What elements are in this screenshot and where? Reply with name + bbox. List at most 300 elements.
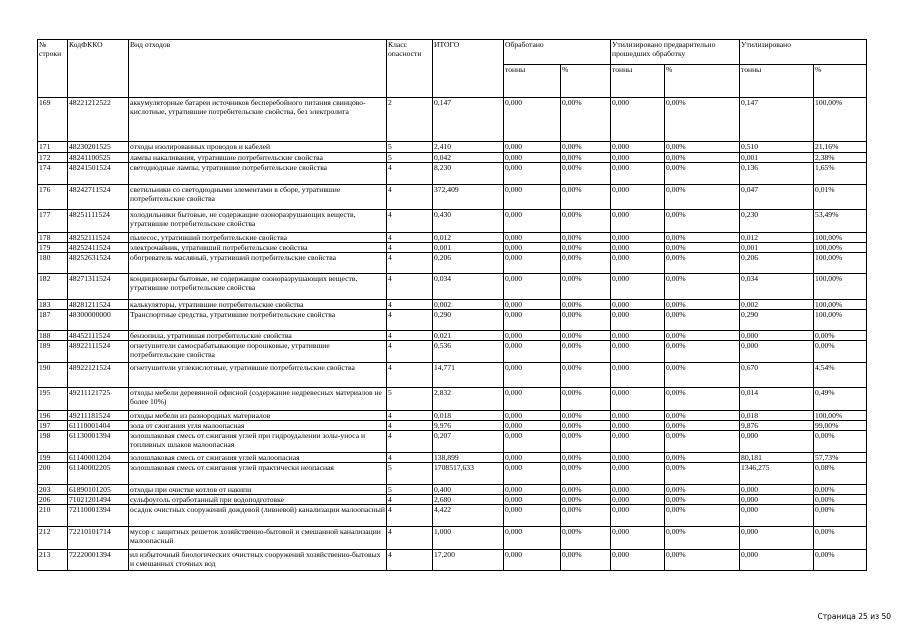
cell-utilized-pct: 0,00% [814,505,867,527]
cell-hazard-class: 5 [387,388,433,411]
cell-row-number: 210 [38,505,68,527]
cell-hazard-class: 5 [387,485,433,495]
table-row [38,453,867,463]
cell-row-number: 176 [38,185,68,210]
cell-total: 0,042 [433,153,504,163]
cell-utilized-pre-tons: 0,000 [611,421,665,431]
cell-processed-tons: 0,000 [504,363,561,388]
cell-waste-kind: осадок очистных сооружений дождевой (ливневой) канализации малоопасный [129,505,387,527]
cell-total: 9,976 [433,421,504,431]
cell-utilized-pre-tons: 0,000 [611,163,665,185]
cell-total: 138,899 [433,453,504,463]
cell-utilized-pre-tons: 0,000 [611,550,665,571]
cell-fkko-code: 72210101714 [68,527,129,550]
cell-utilized-pre-tons: 0,000 [611,388,665,411]
cell-utilized-pre-pct: 0,00% [665,142,740,153]
cell-utilized-pre-tons: 0,000 [611,453,665,463]
cell-processed-pct: 0,00% [561,153,611,163]
cell-utilized-pct: 100,00% [814,233,867,243]
table-row [38,274,867,300]
table-row [38,411,867,421]
cell-hazard-class: 4 [387,363,433,388]
cell-utilized-pre-tons: 0,000 [611,495,665,505]
cell-utilized-tons: 0,018 [740,411,814,421]
cell-total: 0,400 [433,485,504,495]
table-row [38,431,867,453]
cell-row-number: 199 [38,453,68,463]
cell-fkko-code: 61110001404 [68,421,129,431]
cell-fkko-code: 61130001394 [68,431,129,453]
table-row [38,253,867,274]
cell-utilized-pre-pct: 0,00% [665,300,740,310]
cell-utilized-pct: 0,49% [814,388,867,411]
cell-fkko-code: 48252111524 [68,233,129,243]
table-row [38,341,867,363]
cell-fkko-code: 48241501524 [68,163,129,185]
table-row [38,550,867,571]
cell-utilized-pre-pct: 0,00% [665,505,740,527]
table-row [38,421,867,431]
cell-utilized-pct: 100,00% [814,253,867,274]
cell-processed-tons: 0,000 [504,243,561,253]
cell-processed-tons: 0,000 [504,300,561,310]
cell-waste-kind: золошлаковая смесь от сжигания углей практически неопасная [129,463,387,485]
cell-total: 0,018 [433,411,504,421]
cell-processed-pct: 0,00% [561,485,611,495]
cell-total: 0,206 [433,253,504,274]
cell-fkko-code: 48230201525 [68,142,129,153]
table-row [38,505,867,527]
cell-total: 2,680 [433,495,504,505]
cell-processed-tons: 0,000 [504,505,561,527]
cell-utilized-pre-pct: 0,00% [665,527,740,550]
cell-utilized-pre-tons: 0,000 [611,431,665,453]
cell-hazard-class: 4 [387,300,433,310]
cell-utilized-pre-pct: 0,00% [665,310,740,331]
cell-utilized-tons: 0,000 [740,505,814,527]
cell-processed-tons: 0,000 [504,98,561,142]
cell-processed-pct: 0,00% [561,421,611,431]
cell-processed-tons: 0,000 [504,233,561,243]
cell-total: 1708517,633 [433,463,504,485]
cell-row-number: 200 [38,463,68,485]
cell-utilized-tons: 0,000 [740,527,814,550]
cell-utilized-pct: 0,00% [814,331,867,341]
cell-fkko-code: 61140002205 [68,463,129,485]
cell-row-number: 198 [38,431,68,453]
cell-utilized-pct: 53,49% [814,210,867,233]
cell-fkko-code: 48241100525 [68,153,129,163]
cell-processed-pct: 0,00% [561,527,611,550]
cell-utilized-pct: 100,00% [814,310,867,331]
cell-processed-pct: 0,00% [561,388,611,411]
header-processed-tons: тонны [504,65,561,98]
cell-hazard-class: 4 [387,411,433,421]
cell-utilized-pre-pct: 0,00% [665,331,740,341]
cell-utilized-pre-tons: 0,000 [611,243,665,253]
cell-utilized-tons: 0,000 [740,341,814,363]
table-row [38,485,867,495]
table-row [38,153,867,163]
cell-utilized-tons: 9,876 [740,421,814,431]
cell-fkko-code: 48252631524 [68,253,129,274]
cell-processed-pct: 0,00% [561,253,611,274]
table-row [38,210,867,233]
cell-utilized-pre-tons: 0,000 [611,153,665,163]
cell-utilized-pre-tons: 0,000 [611,341,665,363]
cell-waste-kind: бензопила, утратившая потребительские свойства [129,331,387,341]
header-waste-kind: Вид отходов [129,40,387,98]
cell-processed-tons: 0,000 [504,163,561,185]
cell-processed-tons: 0,000 [504,185,561,210]
cell-utilized-pre-tons: 0,000 [611,485,665,495]
cell-total: 0,430 [433,210,504,233]
cell-utilized-tons: 0,510 [740,142,814,153]
cell-waste-kind: лампы накаливания, утратившие потребительские свойства [129,153,387,163]
table-row [38,463,867,485]
cell-utilized-pre-pct: 0,00% [665,421,740,431]
cell-processed-tons: 0,000 [504,210,561,233]
cell-processed-tons: 0,000 [504,421,561,431]
cell-waste-kind: мусор с защитных решеток хозяйственно-бытовой и смешанной канализации малоопасный [129,527,387,550]
cell-processed-tons: 0,000 [504,331,561,341]
table-row [38,98,867,142]
cell-waste-kind: пылесос, утративший потребительские свойства [129,233,387,243]
header-total: ИТОГО [433,40,504,98]
cell-utilized-pct: 0,01% [814,185,867,210]
cell-utilized-pre-pct: 0,00% [665,153,740,163]
cell-processed-pct: 0,00% [561,431,611,453]
cell-utilized-pct: 0,00% [814,550,867,571]
cell-row-number: 178 [38,233,68,243]
cell-processed-pct: 0,00% [561,185,611,210]
cell-processed-pct: 0,00% [561,210,611,233]
cell-utilized-pre-tons: 0,000 [611,210,665,233]
table-row [38,185,867,210]
cell-processed-tons: 0,000 [504,274,561,300]
header-row-number: № строки [38,40,68,98]
cell-hazard-class: 4 [387,453,433,463]
cell-hazard-class: 4 [387,495,433,505]
cell-hazard-class: 4 [387,505,433,527]
cell-row-number: 172 [38,153,68,163]
cell-utilized-pre-pct: 0,00% [665,253,740,274]
cell-hazard-class: 5 [387,463,433,485]
cell-utilized-pct: 4,54% [814,363,867,388]
cell-fkko-code: 48452111524 [68,331,129,341]
cell-utilized-tons: 0,000 [740,431,814,453]
cell-utilized-pre-pct: 0,00% [665,243,740,253]
cell-utilized-pre-tons: 0,000 [611,363,665,388]
cell-hazard-class: 4 [387,274,433,300]
cell-hazard-class: 4 [387,341,433,363]
cell-fkko-code: 48922121524 [68,363,129,388]
cell-processed-tons: 0,000 [504,310,561,331]
table-row [38,331,867,341]
cell-row-number: 171 [38,142,68,153]
cell-row-number: 182 [38,274,68,300]
table-row [38,495,867,505]
header-hazard-class: Класс опасности [387,40,433,98]
cell-utilized-pre-pct: 0,00% [665,411,740,421]
cell-total: 0,012 [433,233,504,243]
cell-total: 0,034 [433,274,504,300]
cell-utilized-pre-pct: 0,00% [665,495,740,505]
cell-waste-kind: холодильники бытовые, не содержащие озоноразрушающих веществ, утратившие потребительские свойства [129,210,387,233]
cell-hazard-class: 4 [387,421,433,431]
cell-utilized-pre-tons: 0,000 [611,411,665,421]
cell-fkko-code: 61890101205 [68,485,129,495]
header-utilized: Утилизировано [740,40,867,65]
cell-waste-kind: светодиодные лампы, утратившие потребительские свойства [129,163,387,185]
cell-waste-kind: отходы мебели деревянной офисной (содержание недревесных материалов не более 10%) [129,388,387,411]
cell-fkko-code: 48300000000 [68,310,129,331]
cell-utilized-pre-tons: 0,000 [611,505,665,527]
cell-fkko-code: 48221212522 [68,98,129,142]
cell-utilized-pct: 100,00% [814,411,867,421]
cell-hazard-class: 4 [387,431,433,453]
cell-fkko-code: 48922111524 [68,341,129,363]
table-row [38,388,867,411]
cell-processed-pct: 0,00% [561,274,611,300]
cell-processed-pct: 0,00% [561,300,611,310]
cell-row-number: 212 [38,527,68,550]
cell-row-number: 213 [38,550,68,571]
cell-waste-kind: аккумуляторные батареи источников бесперебойного питания свинцово-кислотные, утратившие потребительские свойства, без электролита [129,98,387,142]
cell-utilized-pre-pct: 0,00% [665,463,740,485]
cell-utilized-tons: 0,014 [740,388,814,411]
cell-hazard-class: 4 [387,185,433,210]
cell-utilized-pre-tons: 0,000 [611,142,665,153]
cell-utilized-tons: 0,002 [740,300,814,310]
cell-utilized-pre-pct: 0,00% [665,210,740,233]
cell-utilized-tons: 0,012 [740,233,814,243]
cell-fkko-code: 48271311524 [68,274,129,300]
cell-processed-pct: 0,00% [561,463,611,485]
cell-row-number: 189 [38,341,68,363]
cell-processed-pct: 0,00% [561,142,611,153]
cell-processed-pct: 0,00% [561,550,611,571]
cell-processed-tons: 0,000 [504,388,561,411]
page-number: Страница 25 из 50 [817,612,891,621]
cell-hazard-class: 2 [387,98,433,142]
cell-utilized-pre-pct: 0,00% [665,98,740,142]
cell-utilized-pre-tons: 0,000 [611,274,665,300]
cell-utilized-tons: 0,034 [740,274,814,300]
cell-waste-kind: отходы изолированных проводов и кабелей [129,142,387,153]
cell-utilized-pre-pct: 0,00% [665,388,740,411]
cell-waste-kind: золошлаковая смесь от сжигания углей малоопасная [129,453,387,463]
cell-waste-kind: кондиционеры бытовые, не содержащие озоноразрушающих веществ, утратившие потребительские свойства [129,274,387,300]
cell-processed-tons: 0,000 [504,453,561,463]
cell-total: 372,409 [433,185,504,210]
cell-waste-kind: зола от сжигания угля малоопасная [129,421,387,431]
cell-utilized-pre-tons: 0,000 [611,331,665,341]
cell-utilized-tons: 0,000 [740,495,814,505]
cell-waste-kind: светильники со светодиодными элементами в сборе, утратившие потребительские свойства [129,185,387,210]
cell-total: 0,207 [433,431,504,453]
cell-hazard-class: 4 [387,163,433,185]
cell-utilized-pre-pct: 0,00% [665,431,740,453]
cell-hazard-class: 5 [387,153,433,163]
cell-row-number: 183 [38,300,68,310]
cell-total: 2,832 [433,388,504,411]
header-utilized-pct: % [814,65,867,98]
cell-row-number: 197 [38,421,68,431]
cell-total: 0,002 [433,300,504,310]
cell-processed-pct: 0,00% [561,363,611,388]
header-utilized-tons: тонны [740,65,814,98]
cell-hazard-class: 4 [387,550,433,571]
cell-processed-pct: 0,00% [561,98,611,142]
cell-utilized-pct: 0,00% [814,431,867,453]
header-processed-pct: % [561,65,611,98]
cell-utilized-pct: 100,00% [814,274,867,300]
cell-utilized-pct: 57,73% [814,453,867,463]
cell-hazard-class: 5 [387,142,433,153]
cell-total: 0,001 [433,243,504,253]
cell-utilized-tons: 0,001 [740,153,814,163]
cell-fkko-code: 49211181524 [68,411,129,421]
cell-utilized-pre-pct: 0,00% [665,485,740,495]
cell-total: 2,410 [433,142,504,153]
cell-processed-tons: 0,000 [504,527,561,550]
cell-fkko-code: 49211121725 [68,388,129,411]
cell-total: 0,290 [433,310,504,331]
cell-waste-kind: электрочайник, утративший потребительские свойства [129,243,387,253]
cell-fkko-code: 48252411524 [68,243,129,253]
cell-row-number: 177 [38,210,68,233]
cell-utilized-tons: 0,000 [740,485,814,495]
cell-total: 1,000 [433,527,504,550]
cell-utilized-pct: 100,00% [814,300,867,310]
cell-waste-kind: калькуляторы, утратившие потребительские свойства [129,300,387,310]
cell-hazard-class: 4 [387,527,433,550]
header-utilized-pre-pct: % [665,65,740,98]
cell-utilized-pre-tons: 0,000 [611,253,665,274]
cell-waste-kind: золошлаковая смесь от сжигания углей при гидроудалении золы-уноса и топливных шлаков малоопасная [129,431,387,453]
cell-utilized-pre-pct: 0,00% [665,163,740,185]
cell-fkko-code: 72220001394 [68,550,129,571]
cell-processed-tons: 0,000 [504,142,561,153]
cell-processed-tons: 0,000 [504,431,561,453]
cell-utilized-pre-tons: 0,000 [611,233,665,243]
cell-fkko-code: 48251111524 [68,210,129,233]
cell-total: 8,230 [433,163,504,185]
cell-utilized-pct: 1,65% [814,163,867,185]
cell-utilized-tons: 0,000 [740,331,814,341]
table-body [38,98,867,571]
cell-processed-pct: 0,00% [561,331,611,341]
header-utilized-pre: Утилизировано предварительно прошедших обработку [611,40,740,65]
cell-utilized-pre-tons: 0,000 [611,185,665,210]
cell-processed-pct: 0,00% [561,310,611,331]
cell-total: 14,771 [433,363,504,388]
cell-processed-pct: 0,00% [561,233,611,243]
header-processed: Обработано [504,40,611,65]
cell-utilized-tons: 0,047 [740,185,814,210]
cell-utilized-pre-pct: 0,00% [665,274,740,300]
table-row [38,243,867,253]
cell-fkko-code: 48242711524 [68,185,129,210]
cell-hazard-class: 4 [387,233,433,243]
cell-row-number: 188 [38,331,68,341]
cell-waste-kind: ил избыточный биологических очистных сооружений хозяйственно-бытовых и смешанных сточных вод [129,550,387,571]
cell-row-number: 196 [38,411,68,421]
cell-utilized-pct: 0,00% [814,485,867,495]
cell-hazard-class: 4 [387,310,433,331]
cell-row-number: 195 [38,388,68,411]
cell-processed-tons: 0,000 [504,485,561,495]
cell-utilized-pre-pct: 0,00% [665,185,740,210]
cell-processed-pct: 0,00% [561,341,611,363]
cell-waste-kind: обогреватель масляный, утративший потребительские свойства [129,253,387,274]
cell-utilized-pre-tons: 0,000 [611,98,665,142]
cell-processed-pct: 0,00% [561,505,611,527]
waste-table [37,39,867,571]
cell-processed-pct: 0,00% [561,163,611,185]
cell-total: 0,021 [433,331,504,341]
cell-utilized-pct: 0,00% [814,341,867,363]
cell-utilized-pct: 21,16% [814,142,867,153]
cell-utilized-pre-pct: 0,00% [665,341,740,363]
cell-waste-kind: отходы мебели из разнородных материалов [129,411,387,421]
table-row [38,310,867,331]
header-fkko-code: КодФККО [68,40,129,98]
cell-utilized-tons: 0,147 [740,98,814,142]
cell-utilized-tons: 0,001 [740,243,814,253]
cell-processed-pct: 0,00% [561,495,611,505]
table-row [38,163,867,185]
cell-utilized-pre-tons: 0,000 [611,300,665,310]
cell-total: 0,147 [433,98,504,142]
cell-fkko-code: 71021201494 [68,495,129,505]
cell-utilized-tons: 1346,275 [740,463,814,485]
table-row [38,142,867,153]
cell-utilized-tons: 0,206 [740,253,814,274]
cell-total: 17,200 [433,550,504,571]
cell-utilized-pre-pct: 0,00% [665,453,740,463]
cell-row-number: 169 [38,98,68,142]
cell-fkko-code: 48281211524 [68,300,129,310]
cell-hazard-class: 4 [387,331,433,341]
cell-waste-kind: огнетушители самосрабатывающие порошковые, утратившие потребительские свойства [129,341,387,363]
cell-utilized-pre-pct: 0,00% [665,233,740,243]
cell-utilized-pct: 0,00% [814,527,867,550]
cell-row-number: 203 [38,485,68,495]
cell-hazard-class: 4 [387,243,433,253]
cell-utilized-pre-tons: 0,000 [611,527,665,550]
cell-utilized-pct: 0,00% [814,495,867,505]
cell-row-number: 187 [38,310,68,331]
cell-row-number: 179 [38,243,68,253]
table-row [38,527,867,550]
cell-utilized-tons: 0,670 [740,363,814,388]
cell-processed-tons: 0,000 [504,341,561,363]
cell-fkko-code: 61140001204 [68,453,129,463]
cell-utilized-pre-pct: 0,00% [665,363,740,388]
cell-utilized-pct: 2,38% [814,153,867,163]
cell-waste-kind: Транспортные средства, утратившие потребительские свойства [129,310,387,331]
table-row [38,363,867,388]
cell-hazard-class: 4 [387,253,433,274]
cell-utilized-tons: 80,181 [740,453,814,463]
cell-processed-tons: 0,000 [504,411,561,421]
cell-processed-tons: 0,000 [504,550,561,571]
cell-processed-tons: 0,000 [504,463,561,485]
cell-row-number: 174 [38,163,68,185]
cell-utilized-tons: 0,230 [740,210,814,233]
